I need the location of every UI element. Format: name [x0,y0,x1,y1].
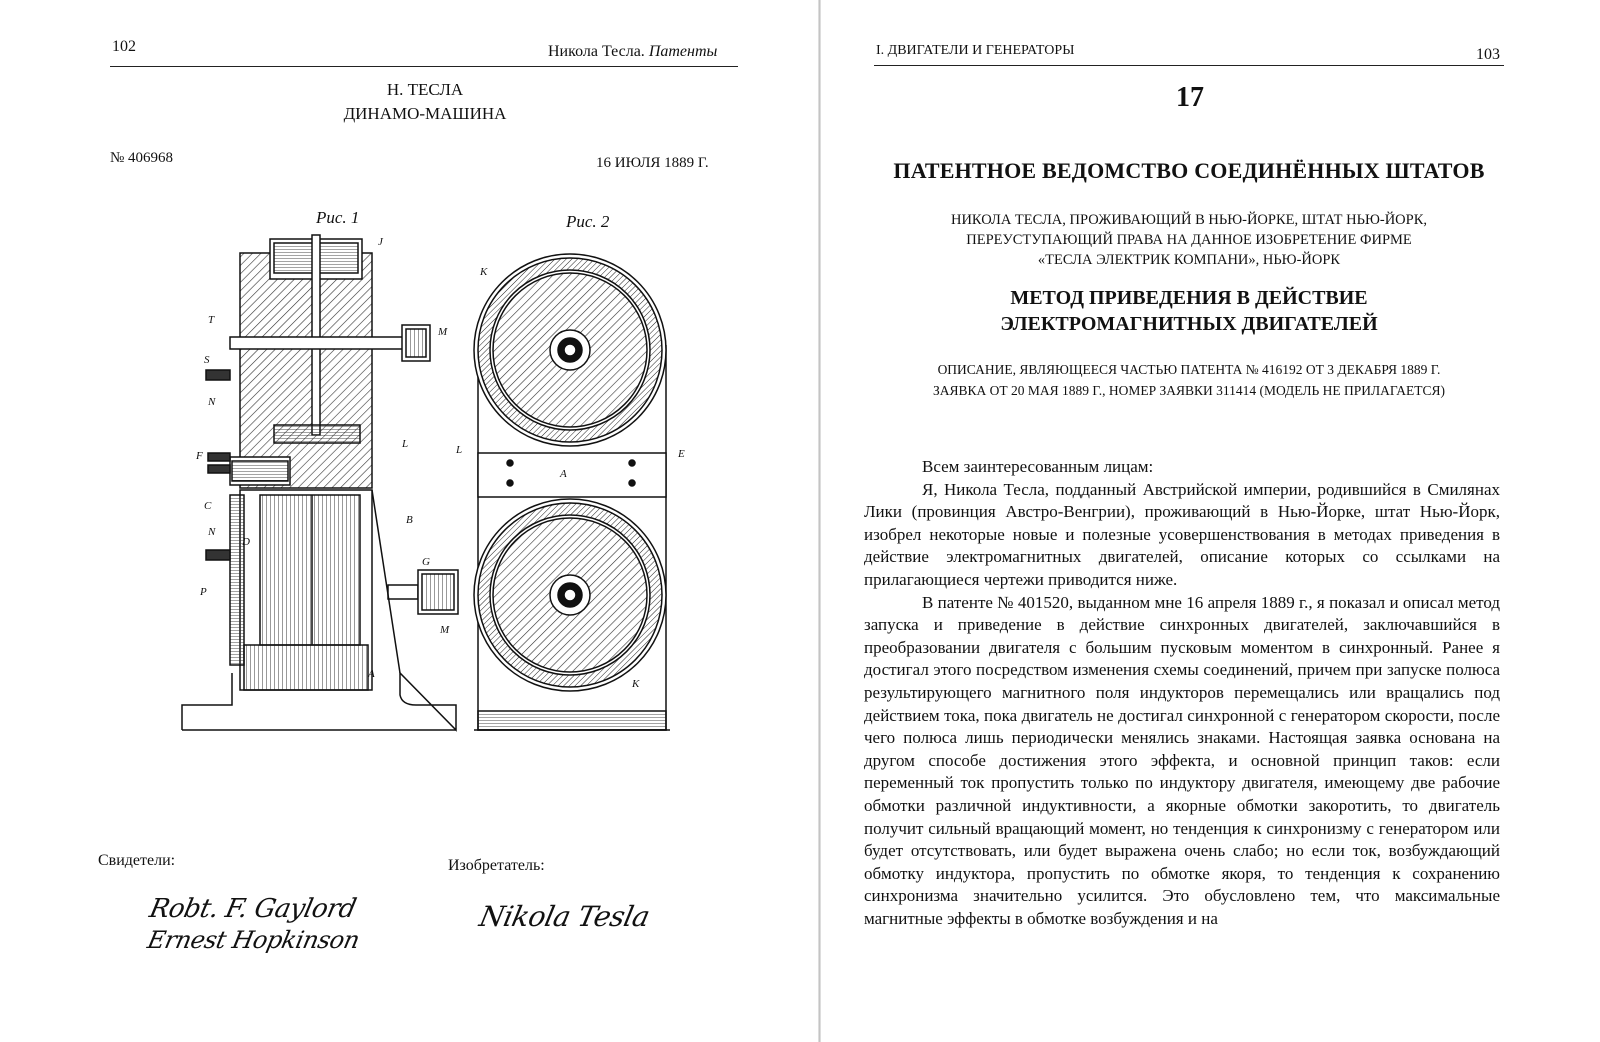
patent-title: ДИНАМО-МАШИНА [343,104,507,123]
document-number: 17 [1176,82,1204,113]
patent-drawing [170,225,710,745]
applicant-line: НИКОЛА ТЕСЛА, ПРОЖИВАЮЩИЙ В НЬЮ-ЙОРКЕ, ШТАТ НЬЮ-ЙОРК, [950,212,1427,228]
fig1-letter: J [378,236,383,248]
applicant-block [874,210,1504,270]
right-header-rule [874,65,1504,66]
page-fold [818,0,821,1042]
section-running-head: I. ДВИГАТЕЛИ И ГЕНЕРАТОРЫ [876,43,1075,58]
description-block [874,359,1504,401]
right-page-number: 103 [1476,46,1500,63]
patent-author: Н. ТЕСЛА [386,80,464,99]
fig1-letter: P [200,586,207,598]
running-head-author: Никола Тесла. [548,43,645,60]
body-paragraph: В патенте № 401520, выданном мне 16 апреля 1889 г., я показал и описал метод запуска и приведение в действие синхронных двигателей, заключавшийся в преобразовании двигателя с большим пусковым моментом в синхронный. Ранее я достигал этого посредством изменения схемы соединений, причем при запуске полюса результирующего магнитного поля индукторов перемещались или вращались под действием тока, пока двигатель не достигал синхронной с генератором скорости, после чего полюса лишь периодически менялись знаками. Настоящая заявка основана на другом способе достижения этого эффекта, и основной принцип таков: если переменный ток пропустить только по индуктору двигателя, имеющему две рабочие обмотки различной индуктивности, а якорные обмотки закоротить, то двигатель получит сильный вращающий момент, но тенденция к синхронизму с генератором или будет отсутствовать, или будет выражена очень слабо; но если ток, возбуждающий обмотку индуктора, пропустить по обмотке якоря, то тенденция к сохранению синхронизма значительно усилится. Это обусловлено тем, что максимальные магнитные эффекты в обмотке возбуждения и на [864,592,1500,928]
fig1-letter: N [208,526,216,538]
patent-office-heading: ПАТЕНТНОЕ ВЕДОМСТВО СОЕДИНЁННЫХ ШТАТОВ [893,158,1485,183]
title-line: ЭЛЕКТРОМАГНИТНЫХ ДВИГАТЕЛЕЙ [1000,313,1378,335]
description-line: ОПИСАНИЕ, ЯВЛЯЮЩЕЕСЯ ЧАСТЬЮ ПАТЕНТА № 416192 ОТ 3 ДЕКАБРЯ 1889 Г. [937,362,1441,377]
patent-body [864,456,1500,930]
fig1-letter: M [438,326,448,338]
fig2-letter: A [560,468,567,480]
figure-2-label: Рис. 2 [566,212,610,231]
figure-1-label: Рис. 1 [316,208,360,227]
figure-1-drawing [182,235,458,730]
fig1-letter: M [440,624,450,636]
figure-2-drawing [474,254,670,730]
fig1-letter: B [406,514,413,526]
patent-method-title [874,285,1504,337]
fig2-letter: K [480,266,488,278]
fig1-letter: T [208,314,215,326]
applicant-line: «ТЕСЛА ЭЛЕКТРИК КОМПАНИ», НЬЮ-ЙОРК [1037,252,1341,268]
inventor-signature: Nikola Tesla [476,900,653,933]
body-paragraph: Я, Никола Тесла, подданный Австрийской империи, родившийся в Смилянах Лики (провинция Австро-Венгрии), проживающий в Нью-Йорке, штат Нью-Йорк, изобрел некоторые новые и полезные усовершенствования в методах приведения в действие электромагнитных двигателей, описание которых со ссылками на прилагающиеся чертежи приводится ниже. [864,479,1500,589]
left-running-head [548,43,717,61]
salutation: Всем заинтересованным лицам: [922,457,1154,476]
fig1-letter: L [402,438,409,450]
patent-number: № 406968 [110,150,174,166]
fig2-letter: K [632,678,640,690]
description-line: ЗАЯВКА ОТ 20 МАЯ 1889 Г., НОМЕР ЗАЯВКИ 311414 (МОДЕЛЬ НЕ ПРИЛАГАЕТСЯ) [933,383,1445,398]
witness-signature-1: Robt. F. Gaylord [146,894,359,924]
patent-date: 16 ИЮЛЯ 1889 Г. [596,155,709,171]
witness-signature-2: Ernest Hopkinson [145,926,362,954]
fig1-letter: D [242,536,250,548]
fig1-letter: A [368,668,375,680]
fig1-letter: G [422,556,430,568]
fig2-letter: L [456,444,463,456]
left-page-number: 102 [112,38,136,55]
running-head-book: Патенты [648,43,718,60]
applicant-line: ПЕРЕУСТУПАЮЩИЙ ПРАВА НА ДАННОЕ ИЗОБРЕТЕНИЕ ФИРМЕ [966,232,1412,248]
fig1-letter: S [204,354,210,366]
left-header-rule [110,66,738,67]
inventor-label: Изобретатель: [448,857,545,874]
fig1-letter: C [204,500,212,512]
fig1-letter: F [196,450,203,462]
title-line: МЕТОД ПРИВЕДЕНИЯ В ДЕЙСТВИЕ [1010,287,1368,309]
fig2-letter: E [678,448,685,460]
witnesses-label: Свидетели: [98,852,176,869]
fig1-letter: N [208,396,216,408]
